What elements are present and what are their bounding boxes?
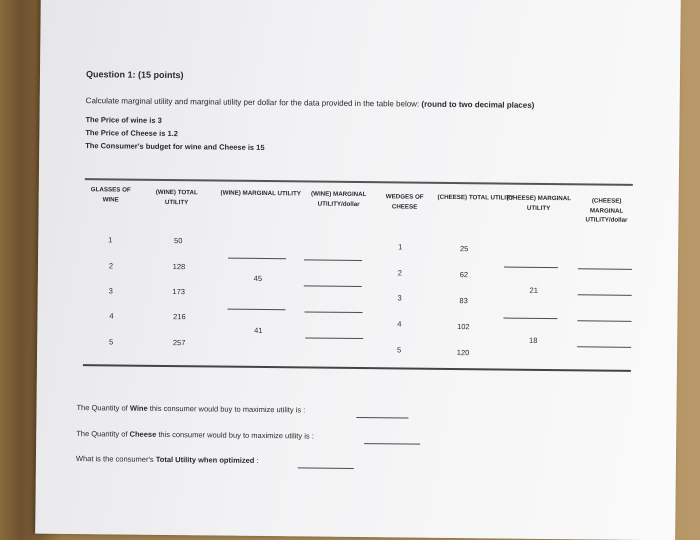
total-utility-answer-blank[interactable] [298, 467, 354, 469]
cheese-mu-per-dollar-blank[interactable] [578, 294, 632, 296]
cheese-total-utility-cell: 25 [459, 244, 469, 254]
glasses-cell: 5 [109, 337, 114, 347]
worksheet-page [35, 0, 681, 540]
glasses-cell: 3 [108, 286, 113, 296]
header-cheese-marginal-utility-per-dollar: (CHEESE) MARGINAL UTILITY/dollar [585, 197, 628, 225]
wine-marginal-utility-cell: 45 [253, 273, 263, 283]
glasses-cell: 2 [108, 261, 114, 271]
q1-bold: Wine [129, 403, 148, 413]
wine-total-utility-cell: 173 [172, 287, 186, 297]
cheese-total-utility-cell: 120 [456, 348, 470, 358]
q2-suffix: this consumer would buy to maximize utility is : [156, 429, 314, 441]
q3-prefix: What is the consumer's [75, 454, 156, 464]
wedges-cell: 3 [397, 293, 402, 303]
wedges-cell: 4 [397, 319, 402, 329]
cheese-quantity-answer-blank[interactable] [364, 443, 420, 445]
wine-total-utility-cell: 50 [174, 236, 183, 246]
cheese-mu-per-dollar-blank[interactable] [577, 346, 631, 348]
instructions [86, 96, 535, 110]
glasses-cell: 4 [109, 311, 114, 321]
wine-mu-per-dollar-blank[interactable] [304, 285, 362, 287]
header-cheese-marginal-utility: (CHEESE) MARGINAL UTILITY [506, 194, 572, 212]
header-cheese-total-utility: (CHEESE) TOTAL UTILITY [437, 193, 514, 202]
wedges-cell: 1 [398, 242, 403, 252]
cheese-marginal-utility-blank[interactable] [503, 318, 557, 320]
wine-mu-per-dollar-blank[interactable] [304, 311, 362, 313]
table-bottom-rule [83, 364, 631, 372]
cheese-marginal-utility-blank[interactable] [504, 267, 558, 269]
wine-marginal-utility-blank[interactable] [228, 258, 286, 260]
cheese-mu-per-dollar-blank[interactable] [578, 268, 632, 270]
question-total-utility [76, 454, 259, 465]
cheese-marginal-utility-cell: 21 [529, 285, 538, 295]
q2-bold: Cheese [129, 429, 157, 439]
cheese-total-utility-cell: 102 [457, 322, 470, 332]
wine-total-utility-cell: 257 [172, 338, 186, 348]
question-title: Question 1: (15 points) [85, 69, 184, 81]
wine-total-utility-cell: 128 [172, 262, 186, 272]
question-cheese-quantity [76, 429, 314, 440]
wine-mu-per-dollar-blank[interactable] [304, 259, 362, 261]
header-wine-marginal-utility: (WINE) MARGINAL UTILITY [220, 189, 301, 198]
header-wine-marginal-utility-per-dollar: (WINE) MARGINAL UTILITY/dollar [311, 190, 367, 208]
cheese-mu-per-dollar-blank[interactable] [577, 320, 631, 322]
cheese-marginal-utility-cell: 18 [528, 335, 538, 345]
q3-bold: Total Utility when optimized [155, 454, 255, 465]
header-wedges-of-cheese: WEDGES OF CHEESE [385, 193, 424, 211]
q1-suffix: this consumer would buy to maximize utility is : [147, 403, 306, 415]
header-glasses-of-wine: GLASSES OF WINE [90, 186, 131, 204]
header-wine-total-utility: (WINE) TOTAL UTILITY [155, 188, 198, 206]
given-wine-price: The Price of wine is 3 [85, 115, 162, 125]
wedges-cell: 5 [396, 345, 402, 355]
q2-prefix: The Quantity of [76, 429, 130, 439]
table-top-rule [85, 178, 633, 186]
instructions-text: Calculate marginal utility and marginal utility per dollar for the data provided in the table below: [85, 96, 420, 109]
wine-marginal-utility-cell: 41 [254, 325, 263, 336]
wedges-cell: 2 [397, 268, 403, 278]
instructions-emphasis: (round to two decimal places) [421, 99, 535, 110]
wine-mu-per-dollar-blank[interactable] [305, 337, 363, 339]
cheese-total-utility-cell: 83 [459, 296, 468, 306]
cheese-total-utility-cell: 62 [459, 270, 469, 280]
wine-total-utility-cell: 216 [173, 312, 186, 322]
q3-suffix: : [254, 455, 259, 465]
glasses-cell: 1 [108, 235, 113, 245]
q1-prefix: The Quantity of [76, 403, 130, 413]
given-cheese-price: The Price of Cheese is 1.2 [85, 128, 178, 139]
wine-marginal-utility-blank[interactable] [228, 309, 286, 311]
wine-quantity-answer-blank[interactable] [356, 417, 408, 419]
question-wine-quantity [76, 403, 305, 414]
given-budget: The Consumer's budget for wine and Cheese is 15 [85, 141, 265, 153]
